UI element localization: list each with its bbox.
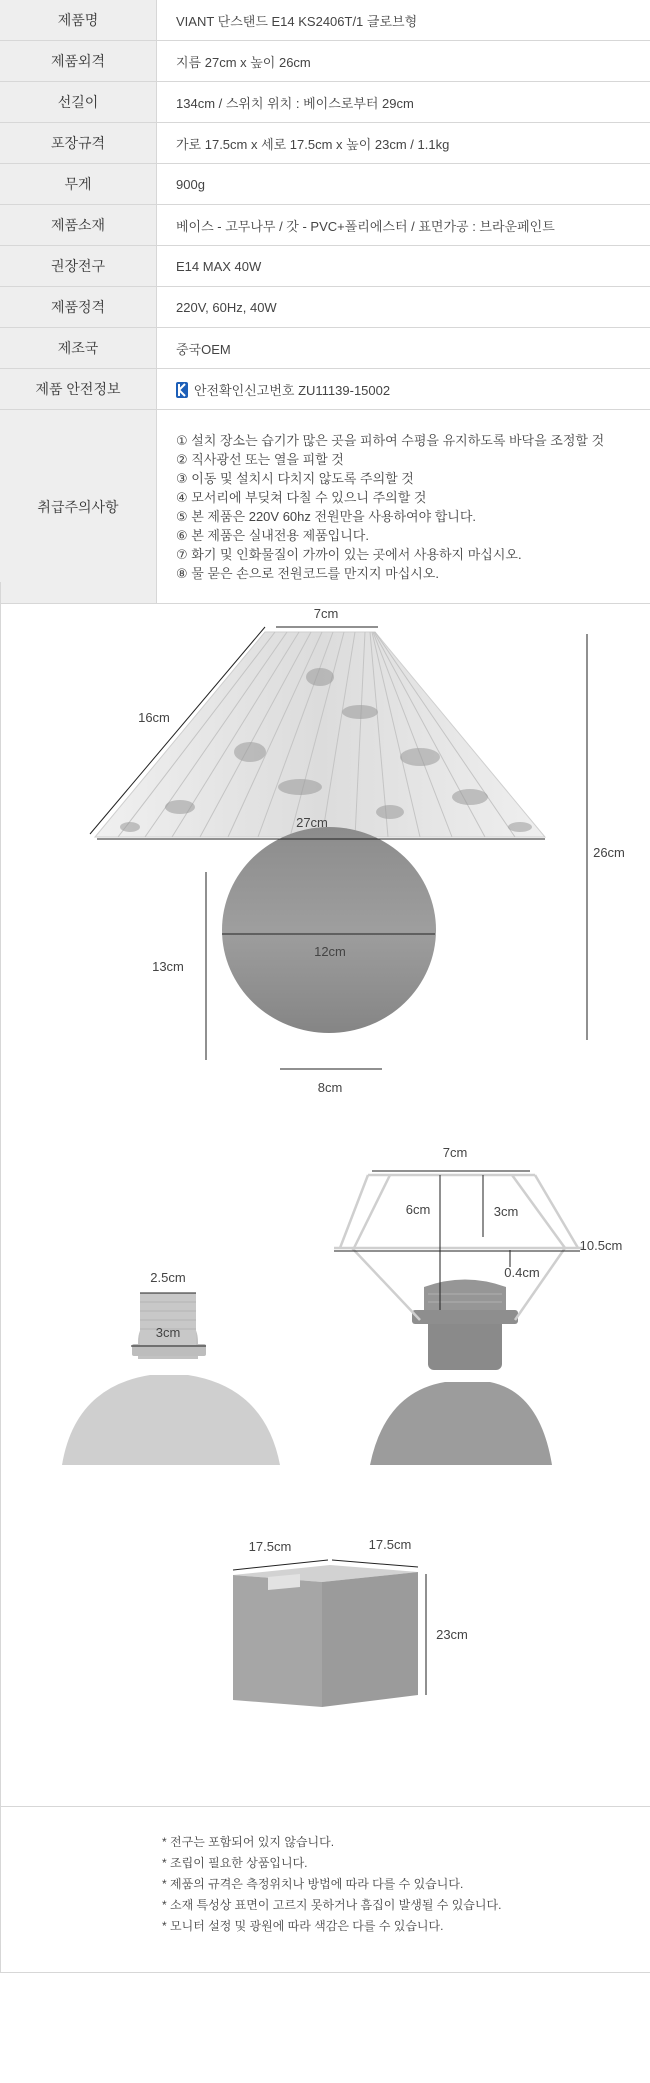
dimension-diagrams xyxy=(0,582,650,1807)
spec-label: 제품외격 xyxy=(0,41,157,82)
box-side xyxy=(322,1572,418,1707)
dim-box-height: 23cm xyxy=(436,1627,468,1642)
dim-base-height: 13cm xyxy=(152,959,184,974)
dim-shade-top: 7cm xyxy=(313,606,339,621)
spec-value: VIANT 단스탠드 E14 KS2406T/1 글로브형 xyxy=(157,0,650,41)
spec-value: 220V, 60Hz, 40W xyxy=(157,287,650,328)
spec-label: 제품 안전정보 xyxy=(0,369,157,410)
dim-base-bottom: 8cm xyxy=(317,1080,343,1095)
spec-row xyxy=(0,123,650,164)
spec-row xyxy=(0,164,650,205)
spec-value: 중국OEM xyxy=(157,328,650,369)
lamp-shade xyxy=(95,632,545,837)
dim-box-depth: 17.5cm xyxy=(368,1537,412,1552)
spec-row xyxy=(0,369,650,410)
dim-base-diameter: 12cm xyxy=(314,944,346,959)
notes-list xyxy=(162,1832,501,1937)
spec-value: 134cm / 스위치 위치 : 베이스로부터 29cm xyxy=(157,82,650,123)
care-item: ⑧ 물 묻은 손으로 전원코드를 만지지 마십시오. xyxy=(176,565,439,581)
spec-value: E14 MAX 40W xyxy=(157,246,650,287)
spec-label: 무게 xyxy=(0,164,157,205)
dim-socket-top: 2.5cm xyxy=(150,1270,186,1285)
spec-value: 900g xyxy=(157,164,650,205)
dim-shade-side: 16cm xyxy=(138,710,170,725)
spec-label: 제품정격 xyxy=(0,287,157,328)
spec-label: 제품소재 xyxy=(0,205,157,246)
socket-dome xyxy=(62,1375,280,1465)
note-item: * 소재 특성상 표면이 고르지 못하거나 흠집이 발생될 수 있습니다. xyxy=(162,1898,502,1912)
spec-value-safety xyxy=(157,369,650,410)
box-front xyxy=(233,1575,322,1707)
spec-row xyxy=(0,246,650,287)
spec-label: 선길이 xyxy=(0,82,157,123)
safety-number: 안전확인신고번호 ZU11139-15002 xyxy=(194,382,391,398)
note-item: * 조립이 필요한 상품입니다. xyxy=(162,1856,308,1870)
frame-dome xyxy=(370,1382,552,1465)
spec-row xyxy=(0,287,650,328)
note-item: * 전구는 포함되어 있지 않습니다. xyxy=(162,1835,335,1849)
spec-row xyxy=(0,328,650,369)
note-item: * 제품의 규격은 측정위치나 방법에 따라 다를 수 있습니다. xyxy=(162,1877,464,1891)
dim-frame-height-outer: 6cm xyxy=(405,1202,431,1217)
care-label: 취급주의사항 xyxy=(0,410,157,604)
care-item: ② 직사광선 또는 열을 피할 것 xyxy=(176,451,344,467)
socket-illustration xyxy=(62,1293,280,1465)
care-item: ① 설치 장소는 습기가 많은 곳을 피하여 수평을 유지하도록 바닥을 조정할 것 xyxy=(176,432,605,448)
spec-label: 포장규격 xyxy=(0,123,157,164)
dim-frame-height-inner: 3cm xyxy=(493,1204,519,1219)
care-item: ⑤ 본 제품은 220V 60hz 전원만을 사용하여야 합니다. xyxy=(176,508,477,524)
spec-row xyxy=(0,82,650,123)
care-item: ⑥ 본 제품은 실내전용 제품입니다. xyxy=(176,527,369,543)
dim-frame-offset: 0.4cm xyxy=(504,1265,540,1280)
dim-socket-neck: 3cm xyxy=(155,1325,181,1340)
notes-divider xyxy=(0,1806,650,1807)
spec-row xyxy=(0,0,650,41)
note-item: * 모니터 설정 및 광원에 따라 색감은 다를 수 있습니다. xyxy=(162,1919,444,1933)
care-list xyxy=(157,410,650,604)
spec-label: 제조국 xyxy=(0,328,157,369)
dim-frame-diameter: 10.5cm xyxy=(579,1238,623,1253)
care-item: ③ 이동 및 설치시 다치지 않도록 주의할 것 xyxy=(176,470,414,486)
dim-total-height: 26cm xyxy=(593,845,625,860)
kc-certification-icon xyxy=(176,382,188,398)
spec-label: 제품명 xyxy=(0,0,157,41)
spec-row xyxy=(0,41,650,82)
lamp-base xyxy=(222,827,436,1033)
spec-value: 지름 27cm x 높이 26cm xyxy=(157,41,650,82)
spec-table xyxy=(0,0,650,604)
spec-value: 가로 17.5cm x 세로 17.5cm x 높이 23cm / 1.1kg xyxy=(157,123,650,164)
spec-label: 권장전구 xyxy=(0,246,157,287)
box-illustration xyxy=(233,1565,418,1707)
spec-value: 베이스 - 고무나무 / 갓 - PVC+폴리에스터 / 표면가공 : 브라운페인트 xyxy=(157,205,650,246)
care-item: ④ 모서리에 부딪쳐 다칠 수 있으니 주의할 것 xyxy=(176,489,427,505)
dim-shade-diameter: 27cm xyxy=(296,815,328,830)
care-item: ⑦ 화기 및 인화물질이 가까이 있는 곳에서 사용하지 마십시오. xyxy=(176,546,522,562)
dim-box-width: 17.5cm xyxy=(248,1539,292,1554)
dim-frame-top: 7cm xyxy=(442,1145,468,1160)
spec-row xyxy=(0,205,650,246)
frame-illustration xyxy=(334,1175,583,1465)
spec-row-care xyxy=(0,410,650,604)
